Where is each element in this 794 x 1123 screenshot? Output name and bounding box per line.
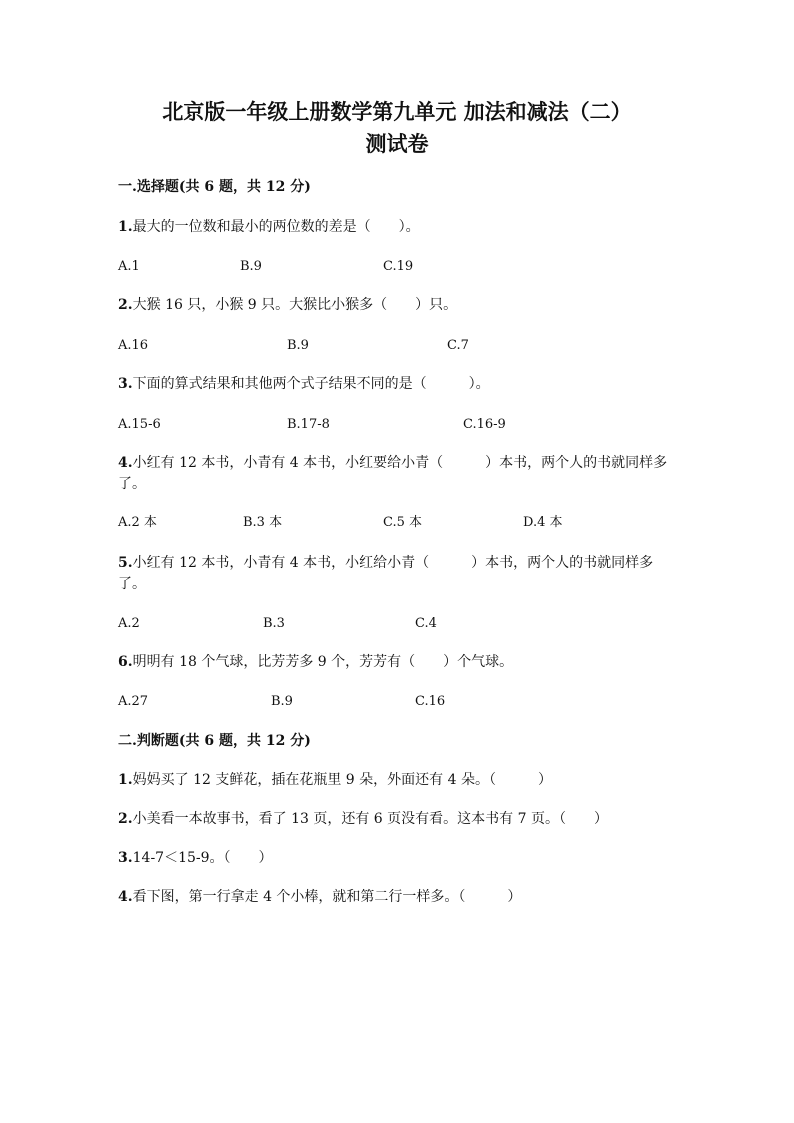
choice-options-5	[118, 614, 678, 634]
question-text: 妈妈买了 12 支鲜花，插在花瓶里 9 朵，外面还有 4 朵。（ ）	[132, 772, 552, 788]
question-number: 4.	[118, 889, 133, 905]
question-number: 3.	[118, 850, 133, 866]
choice-options-2	[118, 336, 678, 356]
judgement-question-4	[118, 887, 678, 908]
page-title-line2: 测试卷	[365, 131, 429, 156]
option-b: B.9	[287, 338, 309, 353]
question-text: 小美看一本故事书，看了 13 页，还有 6 页没有看。这本书有 7 页。（ ）	[132, 811, 608, 827]
question-number: 5.	[118, 555, 133, 571]
choice-options-3	[118, 415, 678, 435]
judgement-question-2	[118, 809, 678, 830]
question-number: 3.	[118, 376, 133, 392]
choice-options-1	[118, 257, 678, 277]
question-text: 下面的算式结果和其他两个式子结果不同的是（ ）。	[132, 376, 490, 392]
option-b: B.9	[240, 259, 262, 274]
question-text: 明明有 18 个气球，比芳芳多 9 个，芳芳有（ ）个气球。	[132, 654, 514, 670]
question-text: 小红有 12 本书，小青有 4 本书，小红给小青（ ）本书，两个人的书就同样多了。	[118, 555, 654, 592]
choice-question-2	[118, 295, 678, 316]
choice-question-6	[118, 652, 678, 673]
judgement-question-3	[118, 848, 678, 869]
option-b: B.3 本	[243, 515, 283, 530]
question-text: 14-7＜15-9。（ ）	[132, 850, 273, 866]
question-number: 2.	[118, 297, 133, 313]
option-b: B.17-8	[287, 417, 330, 432]
question-number: 1.	[118, 772, 133, 788]
option-c: C.5 本	[383, 515, 423, 530]
option-a: A.27	[118, 694, 149, 709]
question-text: 最大的一位数和最小的两位数的差是（ ）。	[132, 219, 420, 235]
question-number: 1.	[118, 219, 133, 235]
option-b: B.3	[263, 616, 285, 631]
choice-question-4	[118, 453, 678, 495]
choice-question-5	[118, 553, 678, 595]
page-title: 北京版一年级上册数学第九单元 加法和减法（二）	[162, 99, 632, 124]
option-a: A.16	[118, 338, 149, 353]
option-c: C.19	[383, 259, 414, 274]
choice-options-6	[118, 692, 678, 712]
option-a: A.15-6	[118, 417, 161, 432]
option-a: A.2 本	[118, 515, 157, 530]
option-c: C.4	[415, 616, 437, 631]
choice-question-1	[118, 217, 678, 238]
judgement-question-1	[118, 770, 678, 791]
option-a: A.1	[118, 259, 140, 274]
choice-question-3	[118, 374, 678, 395]
option-d: D.4 本	[523, 515, 563, 530]
section-heading-choice: 一.选择题(共 6 题，共 12 分)	[118, 179, 311, 195]
option-a: A.2	[118, 616, 140, 631]
choice-options-4	[118, 513, 678, 533]
section-heading-judgement: 二.判断题(共 6 题，共 12 分)	[118, 733, 311, 749]
option-c: C.7	[447, 338, 469, 353]
question-number: 4.	[118, 455, 133, 471]
question-text: 看下图，第一行拿走 4 个小棒，就和第二行一样多。（ ）	[132, 889, 522, 905]
option-b: B.9	[271, 694, 293, 709]
question-text: 大猴 16 只，小猴 9 只。大猴比小猴多（ ）只。	[132, 297, 458, 313]
question-number: 2.	[118, 811, 133, 827]
question-text: 小红有 12 本书，小青有 4 本书，小红要给小青（ ）本书，两个人的书就同样多了。	[118, 455, 668, 492]
question-number: 6.	[118, 654, 133, 670]
option-c: C.16-9	[463, 417, 506, 432]
option-c: C.16	[415, 694, 446, 709]
